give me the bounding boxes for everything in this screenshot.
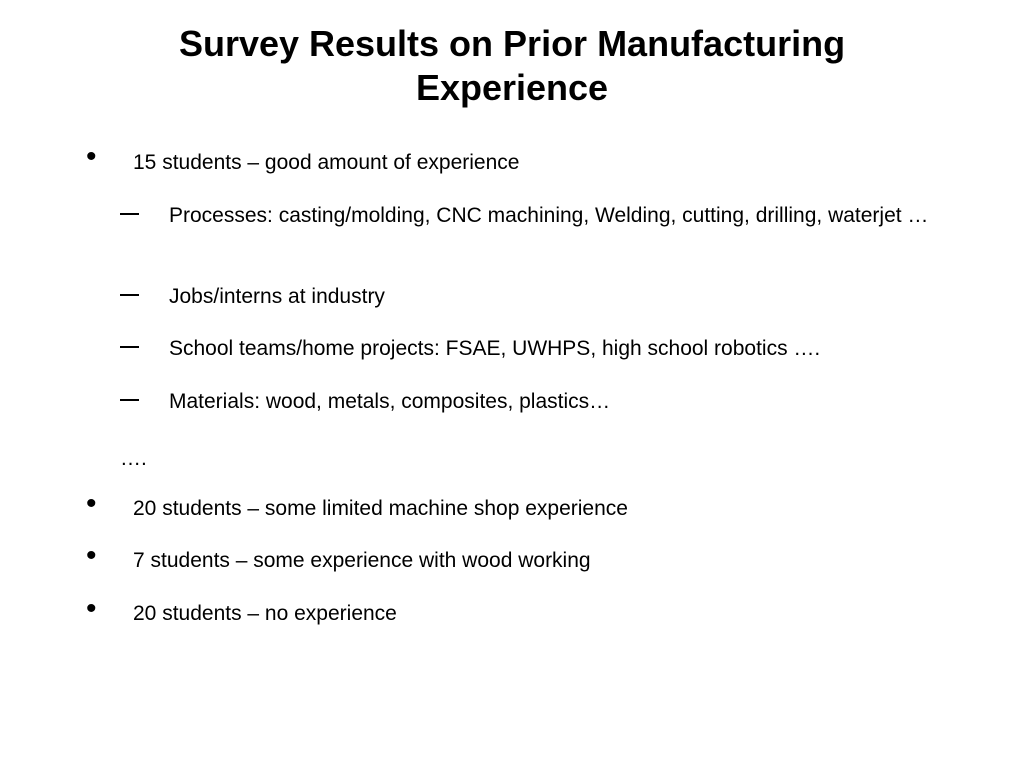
bullet-icon: • xyxy=(86,487,97,520)
bullet-icon: • xyxy=(86,140,97,173)
bullet-icon: • xyxy=(86,592,97,625)
sub-item-text: Materials: wood, metals, composites, plastics… xyxy=(169,390,611,413)
sub-item-text: Jobs/interns at industry xyxy=(169,285,385,308)
sub-item-text: Processes: casting/molding, CNC machining, Welding, cutting, drilling, waterjet … xyxy=(169,204,929,227)
dash-icon xyxy=(120,294,139,296)
bullet-icon: • xyxy=(86,539,97,572)
bullet-text: 7 students – some experience with wood working xyxy=(133,549,591,572)
dash-icon xyxy=(120,213,139,215)
dash-icon xyxy=(120,399,139,401)
dash-icon xyxy=(120,346,139,348)
bullet-text: 20 students – no experience xyxy=(133,602,397,625)
bullet-text: 20 students – some limited machine shop experience xyxy=(133,497,628,520)
sub-item-text: School teams/home projects: FSAE, UWHPS, high school robotics …. xyxy=(169,337,821,360)
slide-title: Survey Results on Prior Manufacturing Experience xyxy=(178,23,846,108)
trailing-ellipsis: …. xyxy=(120,447,147,470)
bullet-text: 15 students – good amount of experience xyxy=(133,151,520,174)
